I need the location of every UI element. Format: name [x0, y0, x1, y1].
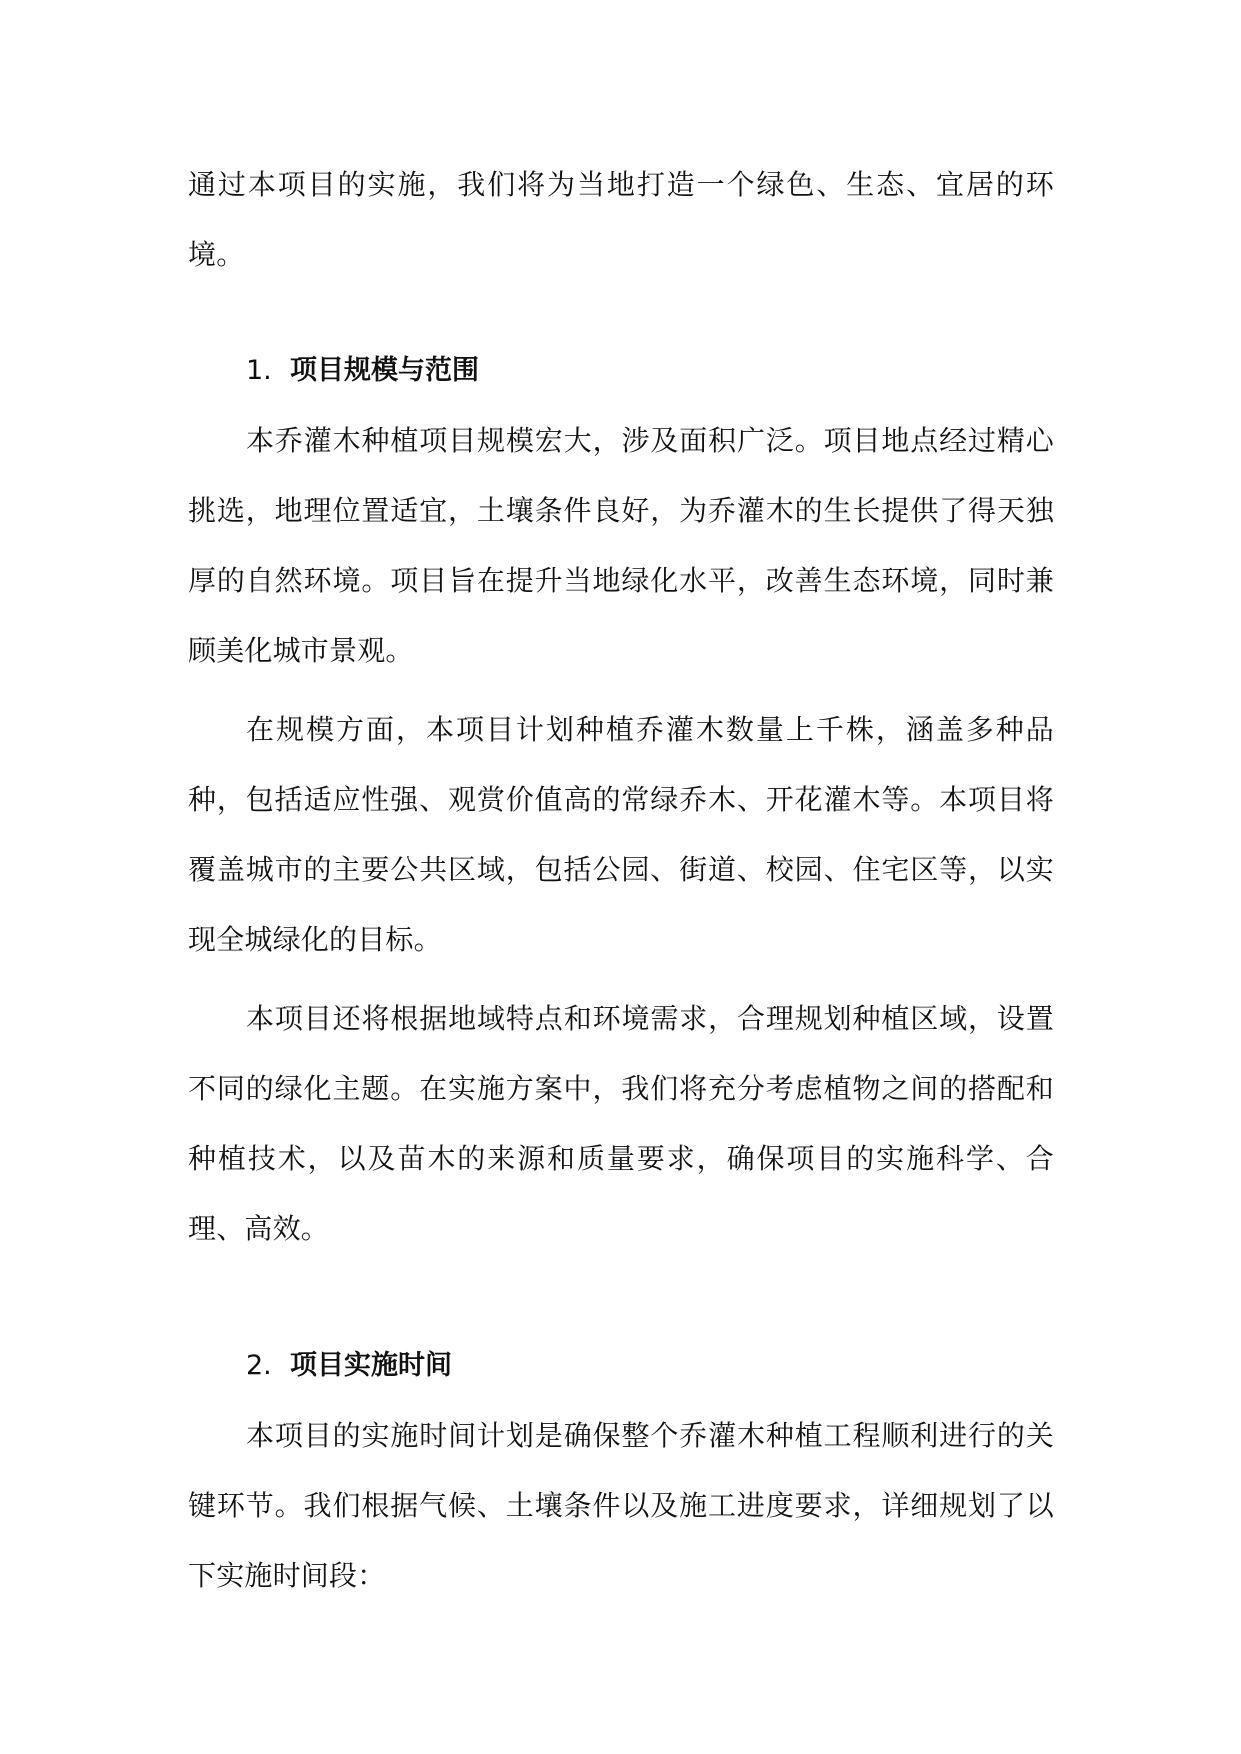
section-title: 项目规模与范围	[290, 355, 479, 386]
section-title: 项目实施时间	[290, 1350, 452, 1381]
paragraph: 本项目的实施时间计划是确保整个乔灌木种植工程顺利进行的关键环节。我们根据气候、土壤条件以及施工进度要求，详细规划了以下实施时间段：	[188, 1419, 1054, 1592]
intro-paragraph: 通过本项目的实施，我们将为当地打造一个绿色、生态、宜居的环境。	[188, 168, 1054, 271]
section-heading-2	[188, 1331, 1054, 1401]
paragraph: 本乔灌木种植项目规模宏大，涉及面积广泛。项目地点经过精心挑选，地理位置适宜，土壤条件良好，为乔灌木的生长提供了得天独厚的自然环境。项目旨在提升当地绿化水平，改善生态环境，同时兼顾美化城市景观。	[188, 424, 1054, 667]
paragraph: 在规模方面，本项目计划种植乔灌木数量上千株，涵盖多种品种，包括适应性强、观赏价值高的常绿乔木、开花灌木等。本项目将覆盖城市的主要公共区域，包括公园、街道、校园、住宅区等，以实现全城绿化的目标。	[188, 713, 1054, 956]
document-body	[188, 150, 1054, 1620]
section-number: 1.	[246, 355, 272, 386]
section-heading-1	[188, 336, 1054, 406]
section-spacer	[188, 1273, 1054, 1331]
paragraph: 本项目还将根据地域特点和环境需求，合理规划种植区域，设置不同的绿化主题。在实施方案中，我们将充分考虑植物之间的搭配和种植技术，以及苗木的来源和质量要求，确保项目的实施科学、合理、高效。	[188, 1002, 1054, 1245]
section-number: 2.	[246, 1350, 272, 1381]
